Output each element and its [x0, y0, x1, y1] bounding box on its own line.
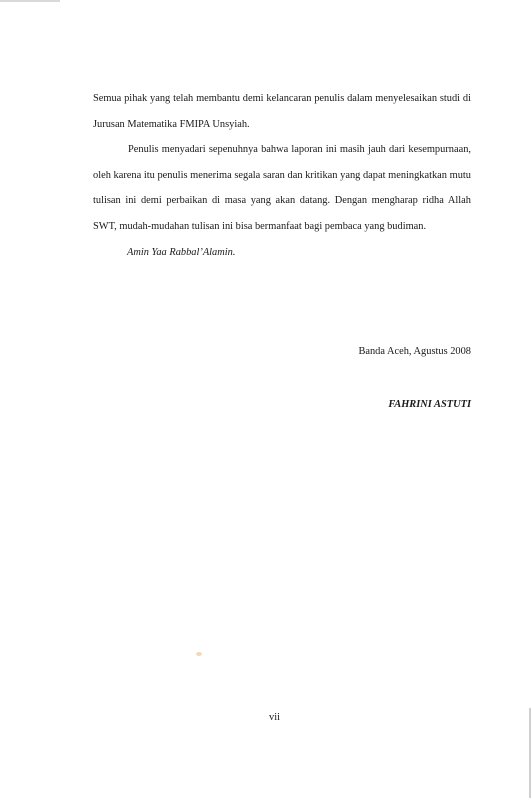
paragraph-acknowledgement: Semua pihak yang telah membantu demi kelancaran penulis dalam menyelesaikan studi di Jurusan Matematika FMIPA Unsyiah.: [93, 93, 471, 130]
place-and-date: Banda Aceh, Agustus 2008: [358, 346, 471, 357]
page-number: vii: [269, 712, 280, 723]
paragraph-closing-remarks: Penulis menyadari sepenuhnya bahwa laporan ini masih jauh dari kesempurnaan, oleh karena itu penulis menerima segala saran dan kritikan yang dapat meningkatkan mutu tulisan ini demi perbaikan di masa yang akan datang. Dengan mengharap ridha Allah SWT, mudah-mudahan tulisan ini bisa bermanfaat bagi pembaca yang budiman.: [93, 144, 471, 232]
author-name: FAHRINI ASTUTI: [388, 399, 471, 410]
scan-smudge: [196, 652, 202, 656]
scan-edge-mark: [0, 0, 60, 2]
closing-prayer: Amin Yaa Rabbal’Alamin.: [127, 246, 236, 258]
body-text: [93, 86, 471, 265]
